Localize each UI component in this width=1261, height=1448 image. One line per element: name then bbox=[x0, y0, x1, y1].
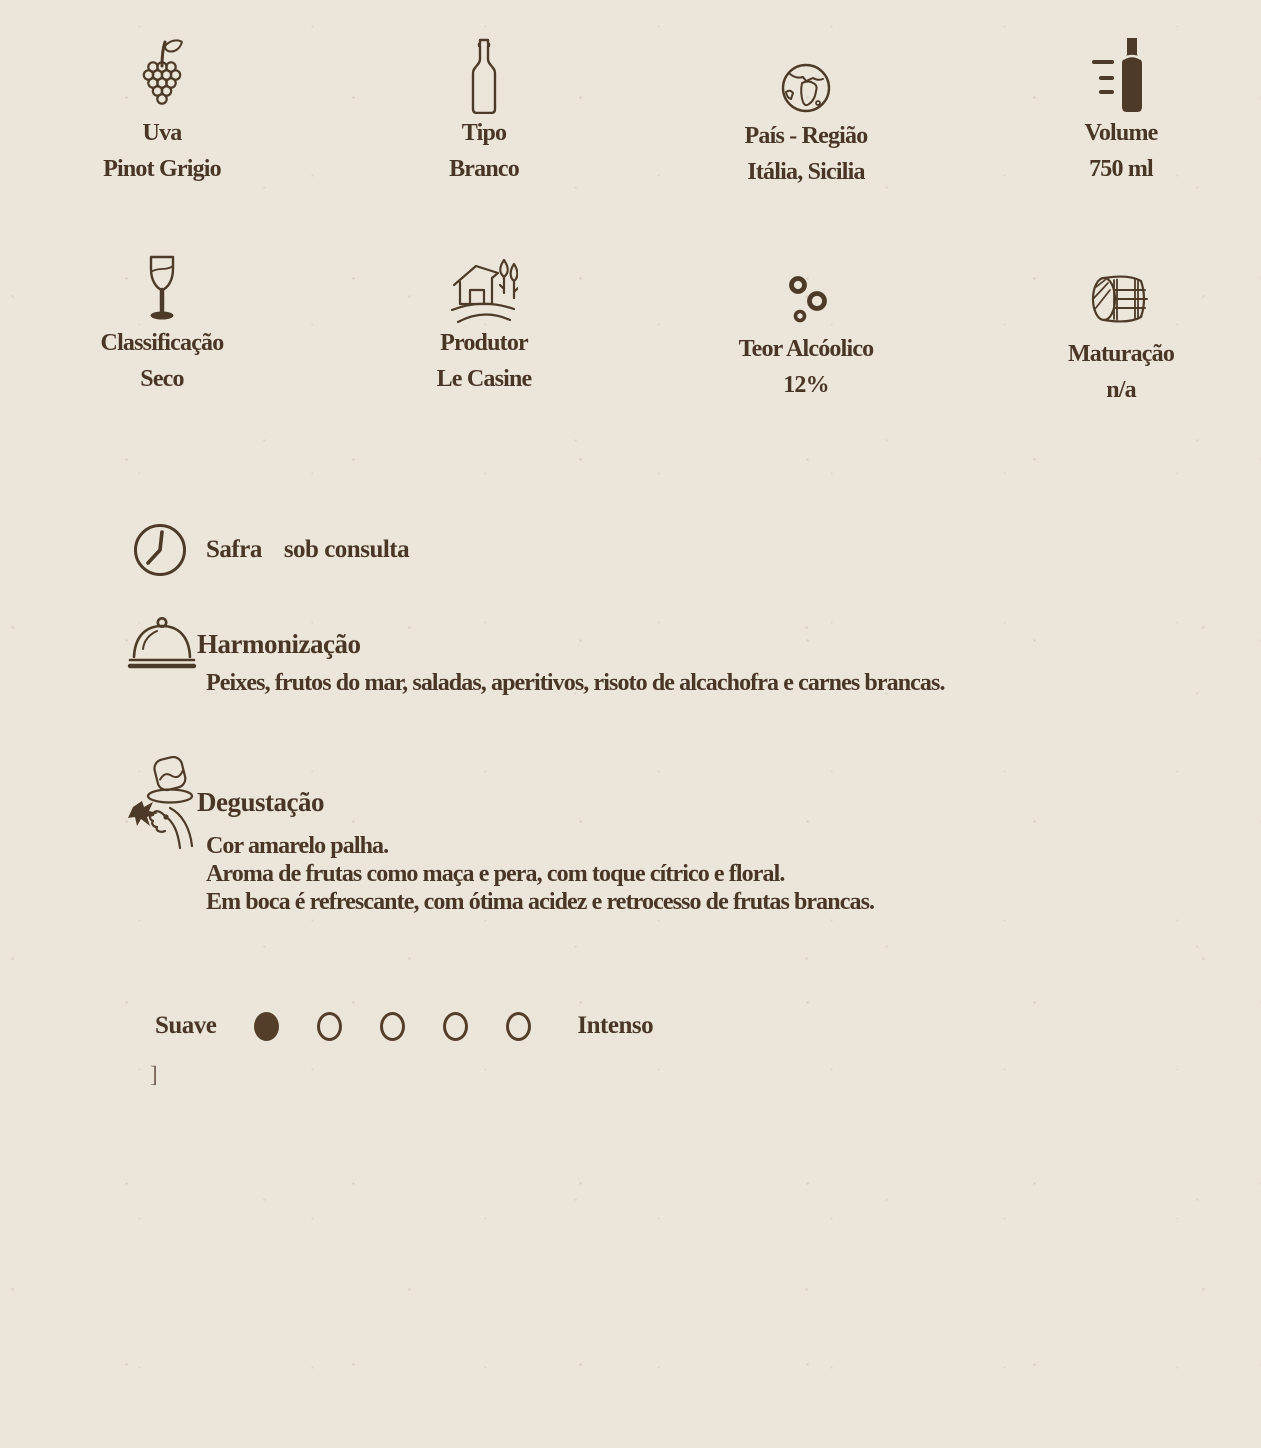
attribute-value: Branco bbox=[449, 156, 519, 182]
attribute-value: Itália, Sicilia bbox=[747, 159, 865, 185]
wine-bottle-icon bbox=[470, 38, 498, 114]
clock-icon bbox=[132, 522, 188, 578]
intensity-scale bbox=[155, 1006, 653, 1046]
harmonizacao-title: Harmonização bbox=[197, 629, 361, 659]
volume-bottle-icon bbox=[1092, 36, 1150, 114]
attribute-label: Classificação bbox=[100, 330, 224, 356]
attribute-card-produtor bbox=[324, 246, 644, 394]
attribute-value: 750 ml bbox=[1089, 156, 1153, 182]
degustacao-text bbox=[206, 832, 874, 916]
intensity-dot bbox=[317, 1012, 342, 1041]
intensity-dot bbox=[254, 1012, 279, 1041]
attribute-value: Pinot Grigio bbox=[103, 156, 221, 182]
attribute-card-classificacao bbox=[2, 246, 322, 394]
attribute-label: Maturação bbox=[1067, 341, 1175, 367]
degustacao-line: Em boca é refrescante, com ótima acidez e retrocesso de frutas brancas. bbox=[206, 889, 875, 915]
attribute-label: Tipo bbox=[461, 120, 507, 146]
attribute-value: n/a bbox=[1106, 377, 1136, 403]
intensity-dot bbox=[506, 1012, 531, 1041]
degustacao-line: Aroma de frutas como maça e pera, com toque cítrico e floral. bbox=[206, 861, 785, 887]
wine-glass-icon bbox=[138, 254, 186, 324]
attribute-card-tipo bbox=[324, 34, 644, 184]
degustacao-line: Cor amarelo palha. bbox=[206, 833, 389, 859]
barrel-icon bbox=[1089, 274, 1153, 324]
safra-row bbox=[132, 522, 409, 578]
intensity-dot bbox=[380, 1012, 405, 1041]
attribute-value: Le Casine bbox=[436, 366, 532, 392]
farmhouse-icon bbox=[450, 252, 518, 324]
attribute-label: Uva bbox=[142, 120, 182, 146]
globe-icon bbox=[780, 62, 832, 114]
attribute-card-teor-alcoolico bbox=[646, 246, 966, 400]
stray-bracket: ] bbox=[150, 1062, 158, 1087]
attribute-card-volume bbox=[961, 34, 1261, 184]
attribute-card-uva bbox=[2, 34, 322, 184]
intensity-dot bbox=[443, 1012, 468, 1041]
attribute-card-maturacao bbox=[961, 246, 1261, 405]
attribute-label: Produtor bbox=[440, 330, 528, 356]
attribute-label: País - Região bbox=[744, 123, 868, 149]
cloche-icon bbox=[126, 616, 198, 670]
attribute-value: 12% bbox=[783, 372, 829, 398]
safra-value: sob consulta bbox=[283, 536, 410, 563]
intensity-left-label: Suave bbox=[155, 1012, 217, 1039]
degustacao-title: Degustação bbox=[197, 787, 324, 817]
attribute-label: Teor Alcóolico bbox=[738, 336, 874, 362]
grapes-icon bbox=[140, 38, 184, 114]
attribute-value: Seco bbox=[140, 366, 184, 392]
safra-label: Safra bbox=[206, 536, 262, 563]
attribute-card-pais-regiao bbox=[646, 34, 966, 187]
harmonizacao-text: Peixes, frutos do mar, saladas, aperitivos, risoto de alcachofra e carnes brancas. bbox=[206, 670, 945, 696]
attribute-label: Volume bbox=[1084, 120, 1158, 146]
intensity-right-label: Intenso bbox=[577, 1012, 654, 1039]
bubbles-icon bbox=[783, 276, 829, 324]
